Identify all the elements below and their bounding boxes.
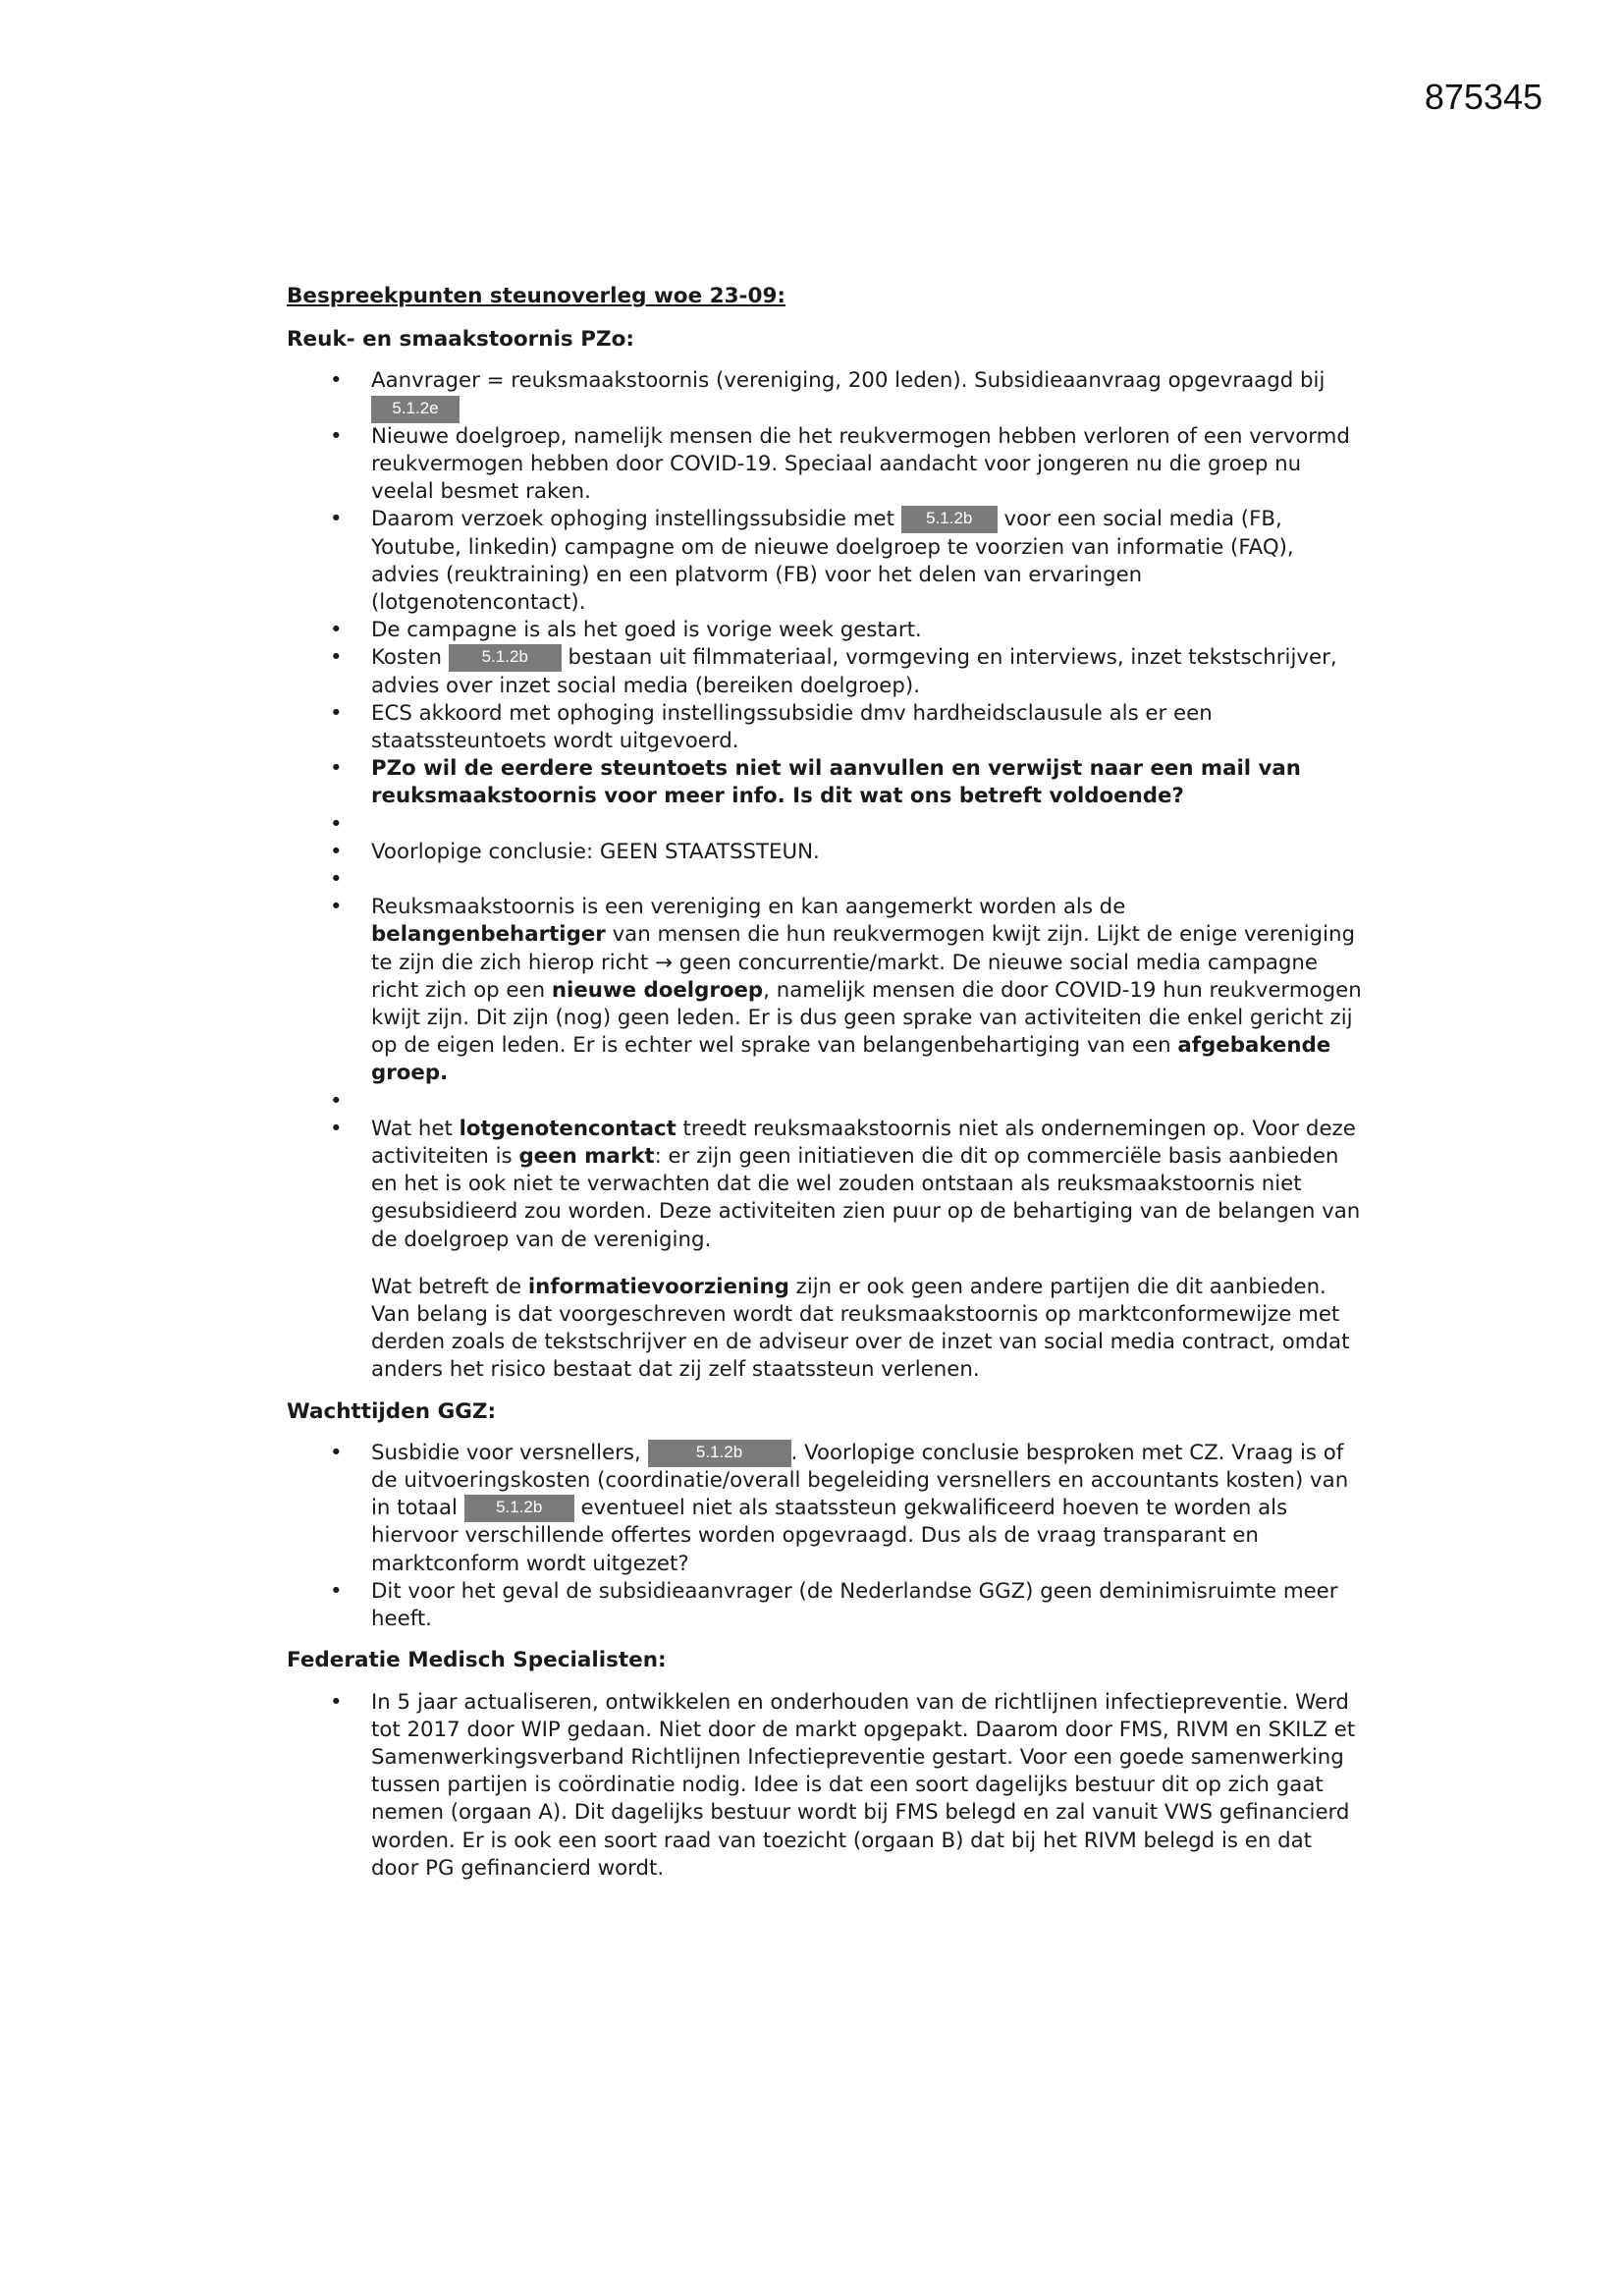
redaction-box: 5.1.2b bbox=[464, 1495, 574, 1522]
list-item: • Nieuwe doelgroep, namelijk mensen die het reukvermogen hebben verloren of een vervormd reukvermogen hebben door COVID-19. Speciaal aandacht voor jongeren nu die groep nu veelal besmet raken. bbox=[287, 423, 1362, 507]
redaction-box: 5.1.2e bbox=[371, 396, 460, 423]
section-1-list bbox=[287, 367, 1362, 1384]
redaction-box: 5.1.2b bbox=[449, 644, 562, 672]
list-item: • Dit voor het geval de subsidieaanvrager (de Nederlandse GGZ) geen deminimisruimte meer heeft. bbox=[287, 1578, 1362, 1633]
list-item-continuation: Wat betreft de informatievoorziening zijn er ook geen andere partijen die dit aanbieden. Van belang is dat voorgeschreven wordt dat reuksmaakstoornis op marktconformewijze met derden zoals de tekstschrijver en de adviseur over de inzet van social media contract, omdat anders het risico bestaat dat zij zelf staatssteun verlenen. bbox=[371, 1274, 1350, 1383]
page-title: Bespreekpunten steunoverleg woe 23-09: bbox=[287, 284, 786, 308]
list-item: • In 5 jaar actualiseren, ontwikkelen en onderhouden van de richtlijnen infectiepreventie. Werd tot 2017 door WIP gedaan. Niet door de markt opgepakt. Daarom door FMS, RIVM en SKILZ et Samenwerkingsverband Richtlijnen Infectiepreventie gestart. Voor een goede samenwerking tussen partijen is coördinatie nodig. Idee is dat een soort dagelijks bestuur dit op zich gaat nemen (orgaan A). Dit dagelijks bestuur wordt bij FMS belegd en zal vanuit VWS gefinancierd worden. Er is ook een soort raad van toezicht (orgaan B) dat bij het RIVM belegd is en dat door PG gefinancierd wordt. bbox=[287, 1689, 1362, 1883]
redaction-box: 5.1.2b bbox=[648, 1440, 791, 1467]
list-item: • Wat het lotgenotencontact treedt reuksmaakstoornis niet als ondernemingen op. Voor deze activiteiten is geen markt: er zijn geen initiatieven die dit op commerciële basis aanbieden en het is ook niet te verwachten dat die wel zouden ontstaan als reuksmaakstoornis niet gesubsidieerd zou worden. Deze activiteiten zien puur op de behartiging van de belangen van de doelgroep van de vereniging. bbox=[287, 1116, 1362, 1254]
list-item: • PZo wil de eerdere steuntoets niet wil aanvullen en verwijst naar een mail van reuksmaakstoornis voor meer info. Is dit wat ons betreft voldoende? bbox=[287, 755, 1362, 810]
list-item: • ECS akkoord met ophoging instellingssubsidie dmv hardheidsclausule als er een staatssteuntoets wordt uitgevoerd. bbox=[287, 700, 1362, 755]
document-body bbox=[287, 283, 1362, 1883]
document-id: 875345 bbox=[1424, 77, 1543, 117]
list-item: • Kosten 5.1.2b bestaan uit filmmateriaal, vormgeving en interviews, inzet tekstschrijver, advies over inzet social media (bereiken doelgroep). bbox=[287, 644, 1362, 699]
section-heading-reuk-smaakstoornis: Reuk- en smaakstoornis PZo: bbox=[287, 327, 634, 353]
section-heading-federatie-medisch-specialisten: Federatie Medisch Specialisten: bbox=[287, 1648, 667, 1673]
list-item: • Voorlopige conclusie: GEEN STAATSSTEUN. bbox=[287, 839, 1362, 866]
list-item-empty bbox=[287, 1088, 1362, 1116]
list-item-empty bbox=[287, 866, 1362, 894]
list-item: • Aanvrager = reuksmaakstoornis (vereniging, 200 leden). Subsidieaanvraag opgevraagd bij 5.1.2e bbox=[287, 367, 1362, 422]
list-item: • Reuksmaakstoornis is een vereniging en kan aangemerkt worden als de belangenbehartiger van mensen die hun reukvermogen kwijt zijn. Lijkt de enige vereniging te zijn die zich hierop richt → geen concurrentie/markt. De nieuwe social media campagne richt zich op een nieuwe doelgroep, namelijk mensen die door COVID-19 hun reukvermogen kwijt zijn. Dit zijn (nog) geen leden. Er is dus geen sprake van activiteiten die enkel gericht zij op de eigen leden. Er is echter wel sprake van belangenbehartiging van een afgebakende groep. bbox=[287, 894, 1362, 1087]
list-item: • De campagne is als het goed is vorige week gestart. bbox=[287, 617, 1362, 644]
section-heading-wachttijden-ggz: Wachttijden GGZ: bbox=[287, 1398, 497, 1424]
list-item-empty bbox=[287, 811, 1362, 839]
list-item: • Susbidie voor versnellers, 5.1.2b . Voorlopige conclusie besproken met CZ. Vraag is of de uitvoeringskosten (coordinatie/overall begeleiding versnellers en accountants kosten) van in totaal 5.1.2b eventueel niet als staatssteun gekwalificeerd hoeven te worden als hiervoor verschillende offertes worden opgevraagd. Dus als de vraag transparant en marktconform wordt uitgezet? bbox=[287, 1440, 1362, 1578]
redaction-box: 5.1.2b bbox=[901, 506, 998, 533]
section-3-list bbox=[287, 1689, 1362, 1883]
section-2-list bbox=[287, 1440, 1362, 1633]
list-item: • Daarom verzoek ophoging instellingssubsidie met 5.1.2b voor een social media (FB, Youtube, linkedin) campagne om de nieuwe doelgroep te voorzien van informatie (FAQ), advies (reuktraining) en een platvorm (FB) voor het delen van ervaringen (lotgenotencontact). bbox=[287, 506, 1362, 617]
